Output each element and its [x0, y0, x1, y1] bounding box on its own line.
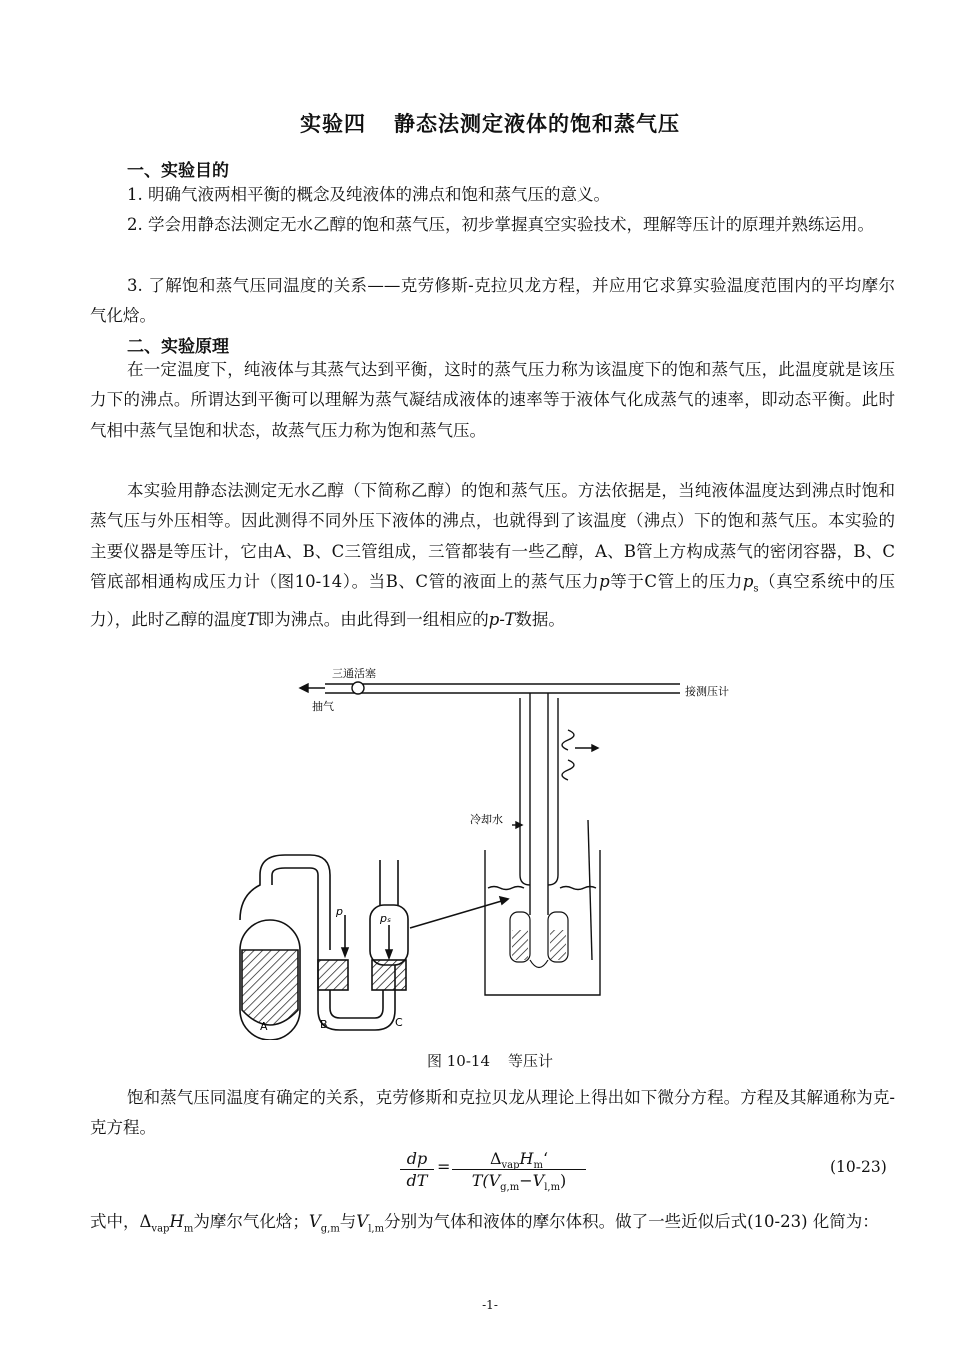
label-gauge: 接测压计	[685, 685, 729, 698]
eq-lhs-denominator: dT	[406, 1171, 428, 1190]
vacuum-line	[300, 682, 680, 694]
label-ps: pₛ	[380, 912, 392, 925]
isoteniscope-diagram	[230, 660, 770, 1040]
equation-number: (10-23)	[830, 1158, 887, 1176]
isoteniscope-detail	[240, 855, 508, 1040]
bath-isoteniscope	[510, 912, 568, 968]
eq-sign: =	[437, 1157, 451, 1176]
condenser	[512, 693, 598, 960]
principle-paragraph-2: 本实验用静态法测定无水乙醇（下简称乙醇）的饱和蒸气压。方法依据是，当纯液体温度达到沸点时饱和蒸气压与外压相等。因此测得不同外压下液体的沸点，也就得到了该温度（沸点）下的饱和蒸气压。本实验的主要仪器是等压计，它由A、B、C三管组成，三管都装有一些乙醇，A、B管上方构成蒸气的密闭容器，B、C管底部相通构成压力计（图10-14）。当B、C管的液面上的蒸气压力p等于C管上的压力$p_s$（真空系统中的压力），此时乙醇的温度T即为沸点。由此得到一组相应的p-T数据。	[90, 481, 896, 629]
eq-rhs-denominator: $T(V_{g,m}-V_{l,m})$	[471, 1171, 567, 1194]
label-C: C	[395, 1016, 403, 1029]
paragraph-definitions: 式中，$\Delta_{vap}H_m$为摩尔气化焓；$V_{g,m}$与$V_{l,m}$分别为气体和液体的摩尔体积。做了一些近似后式(10-23) 化简为：	[90, 1212, 879, 1235]
label-cooling-water: 冷却水	[470, 813, 503, 826]
section2-heading: 二、实验原理	[127, 337, 229, 357]
aim-item-2: 2. 学会用静态法测定无水乙醇的饱和蒸气压，初步掌握真空实验技术，理解等压计的原理并熟练运用。	[127, 215, 874, 234]
paragraph-clausius-clapeyron: 饱和蒸气压同温度有确定的关系，克劳修斯和克拉贝龙从理论上得出如下微分方程。方程及其解通称为克-克方程。	[90, 1088, 895, 1138]
eq-rhs-numerator: $\Delta_{vap}H_mʻ$	[489, 1149, 549, 1172]
title-part1: 实验四	[300, 112, 366, 136]
page-title	[0, 108, 980, 138]
water-bath	[485, 850, 600, 995]
eq-lhs-numerator: dp	[406, 1149, 428, 1168]
label-B: B	[320, 1018, 328, 1031]
label-p: p	[336, 905, 343, 918]
figure-caption: 图 10-14 等压计	[426, 1052, 554, 1070]
label-pump: 抽气	[312, 700, 334, 713]
label-stopcock: 三通活塞	[332, 667, 376, 680]
section1-heading: 一、实验目的	[127, 161, 229, 181]
aim-item-3: 3. 了解饱和蒸气压同温度的关系——克劳修斯-克拉贝龙方程，并应用它求算实验温度范围内的平均摩尔气化焓。	[90, 276, 895, 326]
title-part2: 静态法测定液体的饱和蒸气压	[394, 112, 680, 136]
page-number: -1-	[482, 1298, 498, 1312]
principle-paragraph-1: 在一定温度下，纯液体与其蒸气达到平衡，这时的蒸气压力称为该温度下的饱和蒸气压，此温度就是该压力下的沸点。所谓达到平衡可以理解为蒸气凝结成液体的速率等于液体气化成蒸气的速率，即动态平衡。此时气相中蒸气呈饱和状态，故蒸气压力称为饱和蒸气压。	[90, 360, 895, 440]
equation-10-23	[400, 1145, 600, 1193]
aim-item-1: 1. 明确气液两相平衡的概念及纯液体的沸点和饱和蒸气压的意义。	[127, 185, 610, 204]
label-A: A	[260, 1020, 268, 1033]
